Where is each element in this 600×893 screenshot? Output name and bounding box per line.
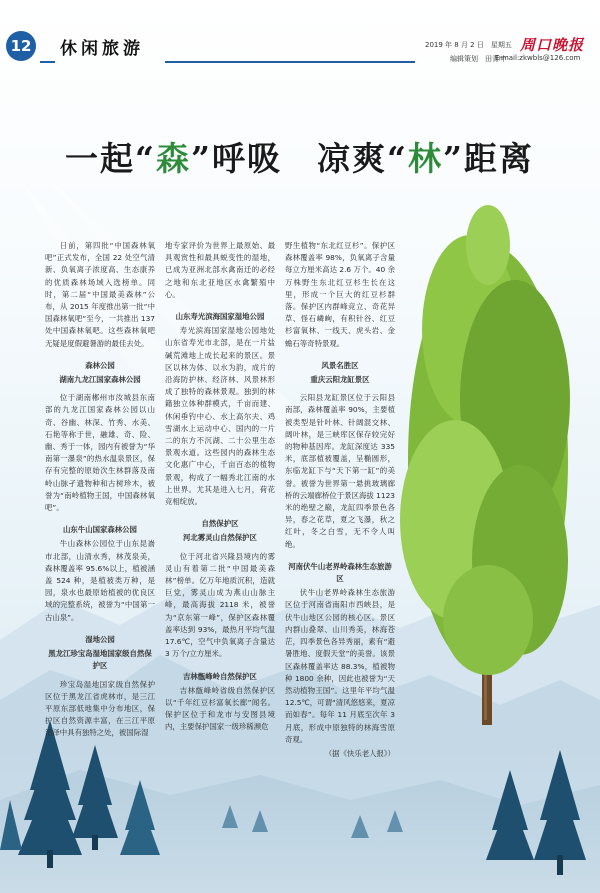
subhead-site: 重庆云阳龙缸景区	[310, 375, 370, 385]
subhead-category: 森林公园	[85, 360, 115, 370]
subhead-site: 山东牛山国家森林公园	[63, 525, 137, 535]
body-paragraph: 吉林甑峰岭省级自然保护区以“千年红豆杉富氧长廊”闻名。保护区位于和龙市与安图县境内，主要保护国家一级珍稀濒危	[165, 685, 275, 732]
body-paragraph: 野生植物“东北红豆杉”。保护区森林覆盖率 98%，负氧离子含量每立方厘米高达 2.6 万个。40 余万株野生东北红豆杉生长在这里，形成一个巨大的红豆杉群落。保护区内群峰竞立、奇花异草、怪石嶙峋，有积针谷、红豆杉富氧林、一线天、虎头岩、金蟾石等奇特景观。	[285, 241, 395, 348]
headline-part: ”距离	[442, 139, 534, 178]
subhead-site: 山东寿光滨海国家湿地公园	[175, 312, 265, 322]
body-paragraph: 牛山森林公园位于山东昆嵛市北部，山清水秀，林茂泉美，森林覆盖率 95.6%以上，植被涵盖 524 种，是植被类万种，是园，泉水也最原始植被的优良区域的完整系统，被誉为“中国第一古山泉”。	[45, 539, 155, 622]
article-column-2	[165, 240, 275, 734]
headline-part: ”呼吸 凉爽“	[190, 139, 408, 178]
article-column-1	[45, 240, 155, 740]
body-paragraph: 云阳县龙缸景区位于云阳县南部，森林覆盖率 90%，主要植被类型是针叶林、针阔混交林、阔叶林，是三峡库区保存较完好的物种基因库。龙缸深度达 335米，底部植被覆盖，呈椭圆形，东临龙缸下与“天下第一缸”的美誉。被誉为世界第一悬挑玻璃廊桥的云端廊桥位于景区海拔 1123 米的绝壁之巅，龙缸四季景色各异，春之花草，夏之飞瀑，秋之红叶，冬之白雪，无不令人叫绝。	[285, 393, 395, 549]
article-headline	[65, 133, 534, 180]
subhead-site: 湖南九龙江国家森林公园	[59, 375, 141, 385]
body-paragraph: 位于河北省兴隆县境内的雾灵山有着第二批“中国最美森林”榜单。亿万年地质沉积，造就巨党，雾灵山成为燕山山脉主峰，最高海拔 2118 米，被誉为“京东第一峰”，保护区森林覆盖率达到 93%，最热月平均气温17.6℃，空气中负氧离子含量达 3 万个/立方厘米。	[165, 551, 275, 659]
contact-email: E-mail:zkwbls@126.com	[495, 54, 581, 62]
subhead-site: 黑龙江珍宝岛湿地国家级自然保护区	[48, 649, 152, 671]
issue-date: 2019 年 8 月 2 日 星期五	[425, 41, 512, 49]
body-paragraph: 伏牛山老界岭森林生态旅游区位于河南省南阳市西峡县，是伏牛山地区公园的核心区。景区内群山叠翠、山川秀美，林海苍茫，四季景色各异秀丽，素有“避暑胜地、度假天堂”的美誉。该景区森林覆盖率达 88.3%，植被物种 1800 余种，因此也被誉为“天然动植物王国”。这里年平均气温 12.5℃，可谓“清风悠悠来，夏凉而如春”。每年 11 月底至次年 3 月底，形成中原独特的林海雪原奇观。	[285, 588, 395, 744]
subhead-site: 河北雾灵山自然保护区	[183, 533, 257, 543]
page-number-badge: 12	[6, 31, 36, 61]
subhead-site: 河南伏牛山老界岭森林生态旅游区	[288, 561, 392, 584]
body-paragraph: 寿光滨海国家湿地公园地处山东省寿光市北部，是在一片盐碱荒滩地上成长起来的景区。景区以林为体、以水为韵，成片的沿海防护林、经济林、风景林形成了独特的森林景观。独到的林籍独立体种群模式，千亩而建、休闲垂钓中心、水上高尔夫、鸡雪湖水上运动中心、国内的一片二的东方不沉湖、二十公里生态景观水道。这些园内的森林生态文化惠广中心，千亩百态的植物景观，构成了一幅秀北江南的水上世界。尤其是进入七月，荷花竞相绽放。	[165, 326, 275, 507]
headline-highlight-woods: 林	[407, 139, 443, 178]
body-paragraph: 珍宝岛湿地国家级自然保护区位于黑龙江省虎林市，是三江平原东部低地集中分布地区，保护区自然资源丰富，在三江平原沼泽中具有独特之处，被国际湿	[45, 679, 155, 738]
headline-highlight-forest: 森	[155, 139, 191, 178]
subhead-category: 风景名胜区	[321, 360, 359, 370]
subhead-category: 湿地公园	[85, 634, 115, 644]
newspaper-masthead: 周口晚报	[520, 36, 585, 54]
section-title: 休闲旅游	[60, 39, 144, 59]
body-paragraph: 位于湖南郴州市汝城县东南部的九龙江国家森林公园以山奇、谷幽、林深、竹秀、水美、石艳等称于世，融雄、奇、险、幽、秀于一体，园内有被誉为“华南第一瀑泉”的热水温泉景区，保存有完整的原始次生林群落及南岭山脉孑遗物种和古树珍木，被誉为“南岭植物王国，中国森林氧吧”。	[45, 393, 155, 513]
header-rule-left	[40, 61, 55, 63]
subhead-category: 自然保护区	[201, 519, 239, 529]
source-credit: （据《快乐老人报》）	[324, 748, 395, 758]
headline-part: 一起“	[65, 139, 156, 178]
editor-credit: 编辑策划 田青叶	[450, 55, 506, 63]
subhead-site: 吉林甑峰岭自然保护区	[183, 671, 257, 681]
article-column-3	[285, 240, 395, 760]
header-rule	[165, 61, 415, 63]
body-paragraph: 地专家评价为世界上最原始、最具观赏性和最具蜕变性的湿地，已成为亚洲北部水禽南迁的必经之地和东北亚地区水禽繁殖中心。	[165, 241, 275, 299]
intro-paragraph: 日前，第四批“中国森林氧吧”正式发布，全国 22 处空气清新、负氧离子浓度高、生态康养的优质森林场域入选榜单。同时，第二届“中国最美森林”公布，从 2015 年度推出第一批“中国森林氧吧”至今，一共推出 137 处中国森林氧吧。这些森林氧吧无疑是度假避暑游的最佳去处。	[45, 241, 155, 348]
